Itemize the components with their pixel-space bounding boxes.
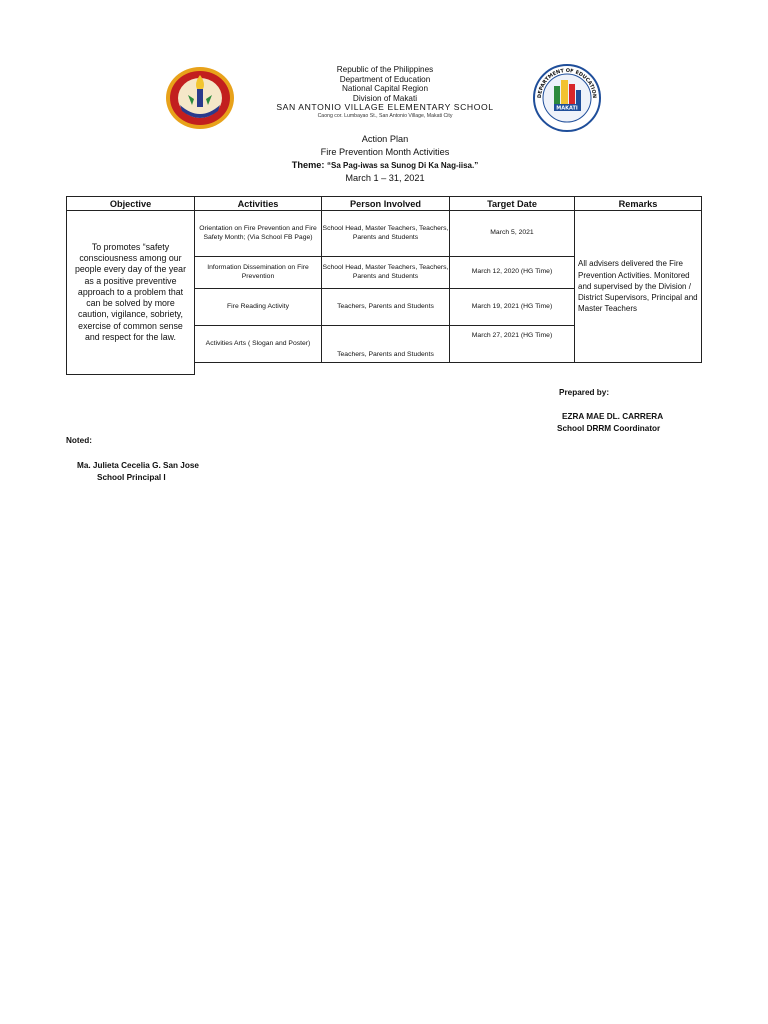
objective-cell: To promotes “safety consciousness among our people every day of the year as a positive preventive approach to a problem that can be solved by more caution, vigilance, sobriety, exercise of common sense and respect for the law.	[66, 210, 195, 375]
header-objective: Objective	[66, 196, 195, 211]
persons-cell: School Head, Master Teachers, Teachers, Parents and Students	[321, 210, 450, 257]
plan-subtitle: Fire Prevention Month Activities	[320, 147, 450, 157]
seal-center-text: MAKATI	[556, 105, 578, 112]
target-date-cell	[449, 325, 575, 363]
republic-line: Republic of the Philippines	[336, 65, 434, 74]
noted-label: Noted:	[66, 436, 92, 445]
division-line: Division of Makati	[352, 93, 418, 103]
prepared-by-label: Prepared by:	[559, 388, 610, 397]
target-date-cell: March 5, 2021	[449, 210, 575, 257]
deped-makati-seal-logo	[532, 64, 602, 132]
theme-label: Theme:	[291, 160, 325, 170]
noted-by-name: Ma. Julieta Cecelia G. San Jose	[77, 461, 199, 470]
activity-cell: Activities Arts ( Slogan and Poster)	[194, 325, 322, 363]
activity-cell: Orientation on Fire Prevention and Fire Safety Month; (Via School FB Page)	[194, 210, 322, 257]
persons-cell: Teachers, Parents and Students	[321, 325, 450, 363]
target-date-cell	[449, 256, 575, 289]
seal-ring-text: DEPARTMENT OF EDUCATION	[536, 67, 598, 99]
prepared-by-title: School DRRM Coordinator	[557, 424, 661, 433]
deped-makati-seal-icon	[532, 64, 602, 132]
theme-value: “Sa Pag-iwas sa Sunog Di Ka Nag-iisa.”	[327, 161, 479, 170]
header-person-involved: Person Involved	[321, 196, 450, 211]
target-date-text: March 27, 2021 (HG Time)	[471, 332, 553, 339]
school-name: SAN ANTONIO VILLAGE ELEMENTARY SCHOOL	[276, 102, 494, 113]
persons-cell: Teachers, Parents and Students	[321, 288, 450, 326]
target-date-cell	[449, 288, 575, 326]
school-seal-logo	[164, 65, 236, 131]
persons-cell: School Head, Master Teachers, Teachers, Parents and Students	[321, 256, 450, 289]
activity-cell: Fire Reading Activity	[194, 288, 322, 326]
plan-title: Action Plan	[361, 134, 409, 144]
target-date-text: March 12, 2020 (HG Time)	[471, 268, 553, 276]
date-range: March 1 – 31, 2021	[345, 173, 425, 183]
theme-line	[250, 159, 520, 172]
header-target-date: Target Date	[449, 196, 575, 211]
school-address: Caong cor. Lumbayao St., San Antonio Village, Makati City	[317, 112, 453, 119]
region-line: National Capital Region	[341, 84, 429, 94]
department-line: Department of Education	[339, 74, 431, 84]
header-remarks: Remarks	[574, 196, 702, 211]
activity-cell: Information Dissemination on Fire Prevention	[194, 256, 322, 289]
target-date-text: March 19, 2021 (HG Time)	[471, 302, 553, 310]
prepared-by-name: EZRA MAE DL. CARRERA	[562, 412, 664, 421]
header-activities: Activities	[194, 196, 322, 211]
school-seal-icon	[164, 65, 236, 131]
plan-heading	[250, 133, 520, 185]
remarks-cell: All advisers delivered the Fire Prevention Activities. Monitored and supervised by the Division / District Supervisors, Principal and Master Teachers	[574, 210, 702, 363]
noted-by-title: School Principal I	[97, 473, 166, 482]
letterhead	[250, 65, 520, 120]
